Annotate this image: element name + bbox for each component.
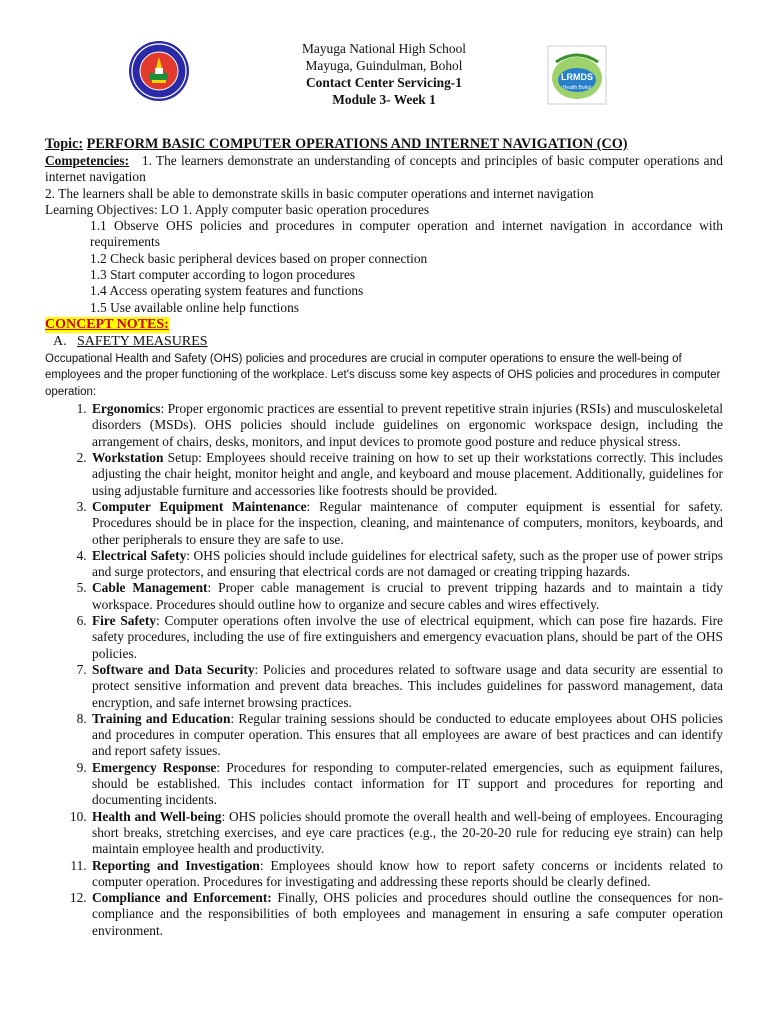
objective-item: 1.3 Start computer according to logon procedures <box>90 267 356 283</box>
list-item <box>90 711 723 760</box>
section-heading <box>45 333 723 350</box>
course-title: Contact Center Servicing-1 <box>306 75 462 90</box>
list-item <box>90 548 723 581</box>
list-item <box>90 662 723 711</box>
section-letter: A. <box>53 333 67 349</box>
measure-term: Software and Data Security <box>92 661 255 677</box>
list-item <box>90 760 723 809</box>
list-item <box>90 450 723 499</box>
measure-text: : Computer operations often involve the use of electrical equipment, which can pose fire hazards. Fire safety procedures, including the use of fire extinguishers and emergency evacuation plans, should be part of the OHS policies. <box>92 613 723 661</box>
module-title: Module 3- Week 1 <box>332 92 436 107</box>
topic-title: PERFORM BASIC COMPUTER OPERATIONS AND INTERNET NAVIGATION (CO) <box>86 136 628 152</box>
measure-text: Finally, OHS policies and procedures should outline the consequences for non-compliance and the responsibilities of both employees and management in ensuring a safe computer operation environment. <box>92 890 724 938</box>
measure-text: Setup: Employees should receive training on how to set up their workstations correctly. This includes adjusting the chair height, monitor height and angle, and keyboard and mouse placement. Additionally, guidelines for using adjustable furniture and accessories like footrests should be provided. <box>92 450 723 498</box>
document-header <box>0 40 768 108</box>
competencies-block <box>45 153 723 186</box>
objective-item: 1.2 Check basic peripheral devices based on proper connection <box>90 250 428 266</box>
competency-2: 2. The learners shall be able to demonstrate skills in basic computer operations and internet navigation <box>45 185 594 201</box>
list-item <box>90 613 723 662</box>
concept-notes-heading: CONCEPT NOTES: <box>45 316 169 332</box>
measure-term: Workstation <box>92 450 164 466</box>
measure-term: Fire Safety <box>92 613 157 629</box>
measure-term: Electrical Safety <box>92 547 187 563</box>
list-item <box>90 580 723 613</box>
measure-term: Training and Education <box>92 710 231 726</box>
intro-paragraph: Occupational Health and Safety (OHS) policies and procedures are crucial in computer operations to ensure the well-being of employees and the proper functioning of the workplace. Let's discuss some key aspects of OHS policies and procedures in computer operation: <box>45 352 721 398</box>
list-item <box>90 858 723 891</box>
topic-label: Topic: <box>45 136 84 152</box>
school-name: Mayuga National High School <box>301 41 466 56</box>
measure-text: : Proper ergonomic practices are essential to prevent repetitive strain injuries (RSIs) and musculoskeletal disorders (MSDs). OHS policies should include guidelines on ergonomic workspace design, including the arrangement of chairs, desks, monitors, and input devices to promote good posture and reduce physical stress. <box>92 401 723 449</box>
list-item <box>90 890 723 939</box>
measure-term: Ergonomics <box>92 401 161 417</box>
document-body <box>45 136 723 939</box>
measure-text: : Regular training sessions should be conducted to educate employees about OHS policies and procedures in computer operation. This ensures that all employees are aware of best practices and can identify and report safety issues. <box>92 710 723 759</box>
measure-text: : Proper cable management is crucial to prevent tripping hazards and to maintain a tidy workspace. Procedures should outline how to organize and secure cables and wires effectively. <box>92 580 723 612</box>
measure-term: Health and Well-being <box>92 808 222 824</box>
measure-text: : OHS policies should promote the overall health and well-being of employees. Encouraging short breaks, stretching exercises, and eye care practices (e.g., the 20-20-20 rule for reducing eye strain) can help maintain employee health and productivity. <box>92 808 723 857</box>
measure-term: Reporting and Investigation <box>92 857 260 873</box>
objective-item: 1.5 Use available online help functions <box>90 299 299 315</box>
learning-objectives-intro: Learning Objectives: LO 1. Apply computer basic operation procedures <box>45 201 430 217</box>
objective-item: 1.1 Observe OHS policies and procedures in computer operation and internet navigation in accordance with requirements <box>90 218 723 250</box>
measure-term: Cable Management <box>92 580 208 596</box>
competencies-label: Competencies: <box>45 153 130 168</box>
topic-heading <box>45 136 723 153</box>
measure-term: Computer Equipment Maintenance <box>92 498 307 514</box>
list-item <box>90 401 723 450</box>
section-title: SAFETY MEASURES <box>77 333 208 349</box>
school-address: Mayuga, Guindulman, Bohol <box>305 58 463 73</box>
list-item <box>90 499 723 548</box>
lrmds-logo-text: LRMDS <box>561 72 593 82</box>
measure-term: Emergency Response <box>92 759 217 775</box>
measure-term: Compliance and Enforcement: <box>92 890 272 906</box>
measure-text: : Employees should know how to report safety concerns or incidents related to computer operation. Procedures for investigating and addressing these reports should be clearly defined. <box>92 857 723 889</box>
objective-item: 1.4 Access operating system features and functions <box>90 283 364 299</box>
lrmds-logo <box>546 44 608 106</box>
competency-1: 1. The learners demonstrate an understanding of concepts and principles of basic computer operations and internet navigation <box>45 153 723 185</box>
measure-text: : Policies and procedures related to software usage and data security are essential to protect sensitive information and prevent data breaches. This includes guidelines for password management, data encryption, and safe internet browsing practices. <box>92 661 724 710</box>
measure-text: : OHS policies should include guidelines for electrical safety, such as the proper use of power strips and surge protectors, and ensuring that electrical cords are not damaged or creating tripping hazards. <box>92 547 724 580</box>
safety-measures-list <box>45 401 723 939</box>
measure-text: : Regular maintenance of computer equipment is essential for safety. Procedures should be in place for the inspection, cleaning, and maintenance of computers, monitors, keyboards, and other peripherals to ensure they are safe to use. <box>92 498 723 547</box>
lrmds-logo-subtext: Health Bohol <box>562 85 592 91</box>
measure-text: : Procedures for responding to computer-related emergencies, such as equipment failures, should be established. This includes contact information for IT support and procedures for reporting and documenting incidents. <box>92 759 723 808</box>
list-item <box>90 809 723 858</box>
